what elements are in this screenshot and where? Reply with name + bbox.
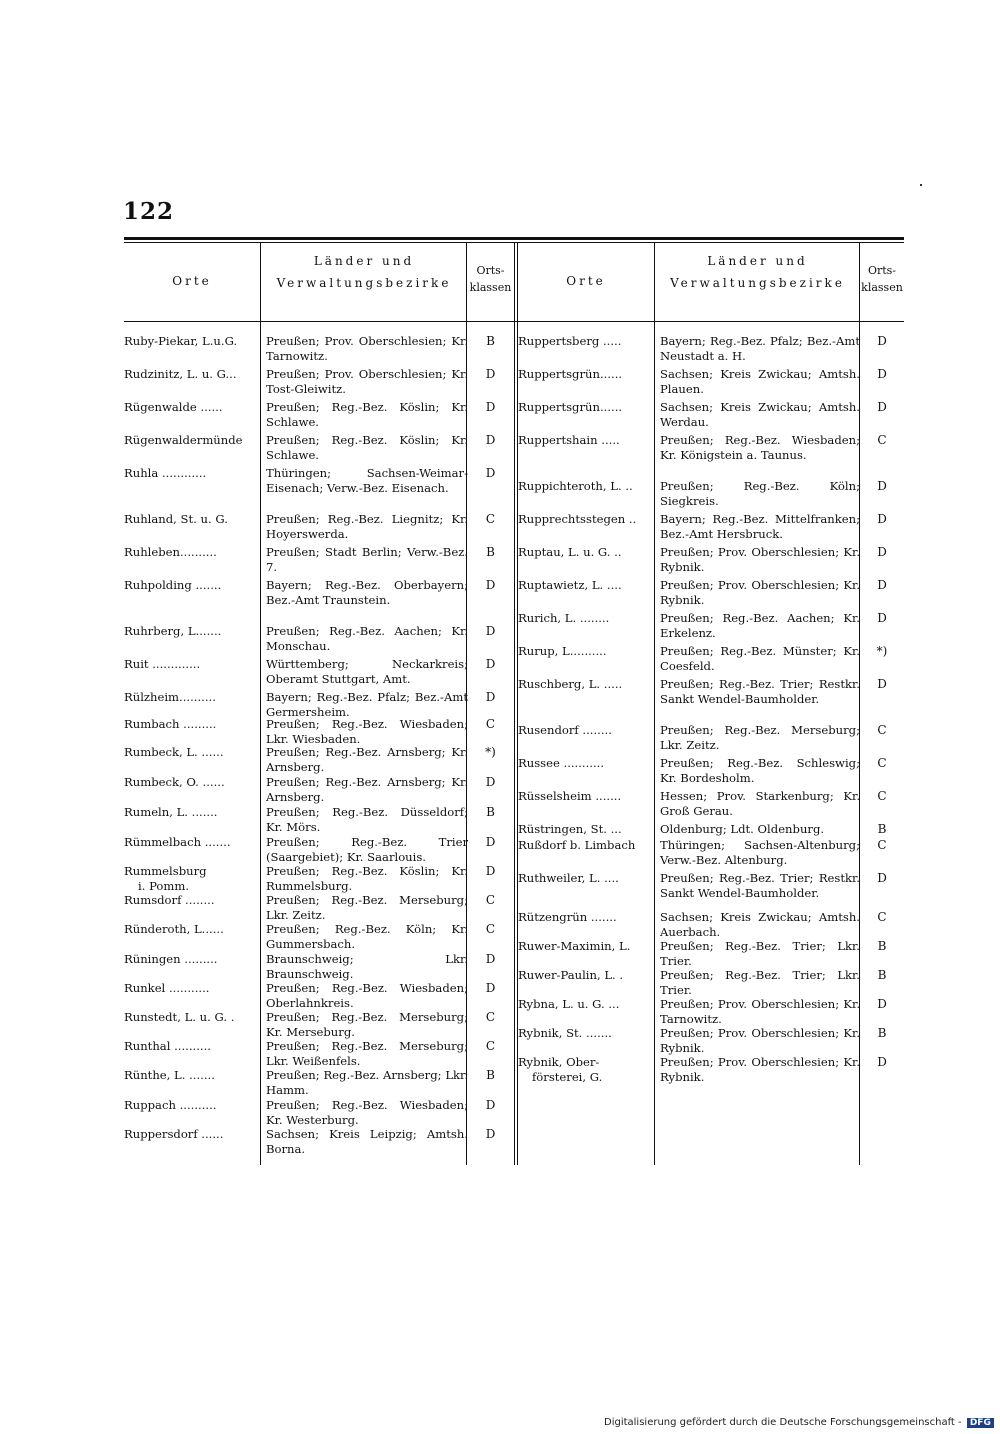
place-name	[518, 822, 654, 837]
header-klassen-line1: Orts-	[867, 264, 897, 277]
place-name-line2: försterei, G.	[532, 1070, 603, 1084]
place-name-line: Rumbeck, O. ......	[124, 775, 225, 789]
local-class: B	[486, 1068, 495, 1082]
place-name-line: Ruwer-Paulin, L. .	[518, 968, 624, 982]
local-class: B	[877, 822, 887, 836]
place-name-line: Rügenwalde ......	[124, 400, 223, 414]
administrative-district: Preußen; Reg.-Bez. Köln; Siegkreis.	[660, 479, 860, 508]
administrative-district: Preußen; Reg.-Bez. Arnsberg; Kr. Arnsberg.	[266, 775, 468, 804]
place-name	[518, 968, 654, 983]
place-name	[124, 952, 260, 967]
local-class: D	[485, 1127, 496, 1141]
place-name-line: Rüsselsheim .......	[518, 789, 622, 803]
place-name	[518, 756, 654, 771]
column-divider	[260, 243, 261, 1165]
place-name-line: Ruhleben..........	[124, 545, 217, 559]
local-class: C	[485, 893, 496, 907]
place-name	[124, 400, 260, 415]
header-klassen-line2: klassen	[861, 281, 903, 294]
scan-mark	[920, 184, 922, 186]
local-class: C	[877, 910, 887, 924]
administrative-district: Preußen; Reg.-Bez. Merseburg; Lkr. Zeitz.	[660, 723, 860, 752]
administrative-district: Preußen; Reg.-Bez. Trier; Lkr. Trier.	[660, 968, 860, 997]
administrative-district: Preußen; Reg.-Bez. Wiesbaden; Kr. Westerburg.	[266, 1098, 468, 1127]
place-name	[124, 805, 260, 820]
place-name-line: Rumbeck, L. ......	[124, 745, 224, 759]
local-class: B	[877, 968, 887, 982]
place-name-line: Rummelsburg	[124, 864, 207, 878]
place-name-line: Rügenwaldermünde	[124, 433, 243, 447]
place-name-line: Ruppach ..........	[124, 1098, 217, 1112]
administrative-district: Preußen; Reg.-Bez. Arnsberg; Lkr. Hamm.	[266, 1068, 468, 1097]
place-name-line: Ruppertsgrün......	[518, 367, 623, 381]
local-class: C	[485, 512, 496, 526]
place-name	[518, 644, 654, 659]
administrative-district: Preußen; Reg.-Bez. Aachen; Kr. Monschau.	[266, 624, 468, 653]
place-name-line: Rybnik, St. .......	[518, 1026, 612, 1040]
administrative-district: Preußen; Reg.-Bez. Merseburg; Lkr. Weißenfels.	[266, 1039, 468, 1068]
place-name-line: Ruby-Piekar, L.u.G.	[124, 334, 238, 348]
administrative-district: Preußen; Reg.-Bez. Münster; Kr. Coesfeld.	[660, 644, 860, 673]
administrative-district: Württemberg; Neckarkreis; Oberamt Stuttgart, Amt.	[266, 657, 468, 686]
header-laender-left	[262, 252, 466, 292]
local-class: D	[485, 1098, 496, 1112]
local-class: C	[485, 717, 496, 731]
local-class: D	[485, 578, 496, 592]
place-name	[124, 545, 260, 560]
place-name-line: Ruppichteroth, L. ..	[518, 479, 633, 493]
local-class: D	[485, 400, 496, 414]
local-class: D	[485, 835, 496, 849]
administrative-district: Preußen; Prov. Oberschlesien; Kr. Tost-Gleiwitz.	[266, 367, 468, 396]
local-class: B	[877, 939, 887, 953]
local-class: B	[486, 805, 495, 819]
place-name	[518, 939, 654, 954]
place-name	[518, 479, 654, 494]
local-class: C	[877, 756, 887, 770]
local-class: C	[485, 922, 496, 936]
header-laender-right	[656, 252, 859, 292]
place-name-line: Rülzheim..........	[124, 690, 216, 704]
local-class: D	[485, 952, 496, 966]
footer-text: Digitalisierung gefördert durch die Deutsche Forschungsgemeinschaft -	[604, 1417, 962, 1428]
local-class: D	[877, 1055, 887, 1069]
place-name-line: Ruhrberg, L.......	[124, 624, 222, 638]
place-name	[124, 775, 260, 790]
local-class: D	[485, 981, 496, 995]
place-name-line: Ruppertshain .....	[518, 433, 620, 447]
administrative-district: Preußen; Reg.-Bez. Trier (Saargebiet); Kr. Saarlouis.	[266, 835, 468, 864]
place-name-line: Rybnik, Ober-	[518, 1055, 600, 1069]
place-name-line: Ründeroth, L......	[124, 922, 224, 936]
local-class: D	[485, 775, 496, 789]
administrative-district: Preußen; Reg.-Bez. Trier; Restkr. Sankt Wendel-Baumholder.	[660, 871, 860, 900]
local-class: D	[485, 690, 496, 704]
place-name-line: Ruptawietz, L. ....	[518, 578, 622, 592]
header-rule	[124, 237, 904, 240]
place-name	[124, 690, 260, 705]
local-class: D	[485, 367, 496, 381]
administrative-district: Hessen; Prov. Starkenburg; Kr. Groß Gerau.	[660, 789, 860, 818]
administrative-district: Sachsen; Kreis Zwickau; Amtsh. Werdau.	[660, 400, 860, 429]
place-name	[518, 1026, 654, 1041]
administrative-district: Preußen; Reg.-Bez. Wiesbaden; Kr. Königstein a. Taunus.	[660, 433, 860, 462]
place-name	[124, 624, 260, 639]
place-name	[518, 512, 654, 527]
administrative-district: Preußen; Reg.-Bez. Aachen; Kr. Erkelenz.	[660, 611, 860, 640]
page-number: 122	[123, 198, 175, 225]
administrative-district: Bayern; Reg.-Bez. Pfalz; Bez.-Amt Germersheim.	[266, 690, 468, 719]
place-name	[124, 1010, 260, 1025]
header-orte-left: Orte	[172, 274, 212, 288]
place-name-line: Runkel ...........	[124, 981, 210, 995]
administrative-district: Thüringen; Sachsen-Altenburg; Verw.-Bez. Altenburg.	[660, 838, 860, 867]
administrative-district: Preußen; Prov. Oberschlesien; Kr. Tarnowitz.	[266, 334, 468, 363]
place-name	[124, 657, 260, 672]
place-name-line: Rudzinitz, L. u. G...	[124, 367, 237, 381]
local-class: C	[877, 723, 887, 737]
place-name	[124, 893, 260, 908]
administrative-district: Thüringen; Sachsen-Weimar-Eisenach; Verw.-Bez. Eisenach.	[266, 466, 468, 495]
place-name-line: Russee ...........	[518, 756, 605, 770]
administrative-district: Preußen; Reg.-Bez. Trier; Lkr. Trier.	[660, 939, 860, 968]
administrative-district: Preußen; Prov. Oberschlesien; Kr. Rybnik.	[660, 578, 860, 607]
place-name	[124, 1068, 260, 1083]
local-class: D	[485, 466, 496, 480]
administrative-district: Preußen; Reg.-Bez. Köslin; Kr. Schlawe.	[266, 433, 468, 462]
header-klassen-right	[860, 262, 904, 296]
place-name	[518, 723, 654, 738]
place-name	[124, 334, 260, 349]
header-laender-line2: Verwaltungsbezirke	[276, 276, 452, 290]
place-name-line: Rüningen .........	[124, 952, 218, 966]
place-name	[124, 1039, 260, 1054]
place-name-line: Ruhpolding .......	[124, 578, 222, 592]
place-name	[518, 400, 654, 415]
administrative-district: Preußen; Reg.-Bez. Köslin; Kr. Schlawe.	[266, 400, 468, 429]
local-class: D	[877, 400, 887, 414]
place-name-line: Rybna, L. u. G. ...	[518, 997, 620, 1011]
column-divider	[654, 243, 655, 1165]
administrative-district: Preußen; Reg.-Bez. Düsseldorf; Kr. Mörs.	[266, 805, 468, 834]
local-class: D	[877, 334, 887, 348]
local-class: D	[877, 871, 887, 885]
place-name-line: Rützengrün .......	[518, 910, 617, 924]
administrative-district: Sachsen; Kreis Zwickau; Amtsh. Plauen.	[660, 367, 860, 396]
place-name-line: Rünthe, L. .......	[124, 1068, 215, 1082]
place-name-line: Rumsdorf ........	[124, 893, 215, 907]
place-name	[518, 545, 654, 560]
place-name	[124, 512, 260, 527]
place-name	[518, 871, 654, 886]
place-name-line: Rurich, L. ........	[518, 611, 610, 625]
administrative-district: Sachsen; Kreis Leipzig; Amtsh. Borna.	[266, 1127, 468, 1156]
place-name-line: Rußdorf b. Limbach	[518, 838, 636, 852]
local-class: B	[486, 334, 495, 348]
place-name	[518, 367, 654, 382]
place-name-line: Ruhla ............	[124, 466, 207, 480]
place-name	[124, 466, 260, 481]
place-name	[124, 922, 260, 937]
place-name	[124, 745, 260, 760]
place-name	[518, 910, 654, 925]
header-klassen-left	[467, 262, 514, 296]
local-class: B	[486, 545, 495, 559]
place-name-line2: i. Pomm.	[138, 879, 190, 893]
place-name-line: Ruptau, L. u. G. ..	[518, 545, 622, 559]
local-class: D	[485, 657, 496, 671]
administrative-district: Preußen; Reg.-Bez. Trier; Restkr. Sankt Wendel-Baumholder.	[660, 677, 860, 706]
place-name	[124, 1127, 260, 1142]
administrative-district: Preußen; Reg.-Bez. Köslin; Kr. Rummelsburg.	[266, 864, 468, 893]
place-name	[124, 433, 260, 448]
administrative-district: Preußen; Reg.-Bez. Wiesbaden; Lkr. Wiesbaden.	[266, 717, 468, 746]
local-class: D	[877, 578, 887, 592]
local-class: *)	[485, 745, 496, 759]
place-name-line: Ruit .............	[124, 657, 201, 671]
place-name	[124, 1098, 260, 1113]
place-name-line: Rümmelbach .......	[124, 835, 231, 849]
local-class: C	[877, 838, 887, 852]
place-name	[518, 611, 654, 626]
header-laender-line1: Länder und	[707, 254, 808, 268]
local-class: D	[877, 367, 887, 381]
administrative-district: Bayern; Reg.-Bez. Oberbayern; Bez.-Amt Traunstein.	[266, 578, 468, 607]
administrative-district: Preußen; Reg.-Bez. Schleswig; Kr. Bordesholm.	[660, 756, 860, 785]
local-class: D	[877, 512, 887, 526]
administrative-district: Preußen; Reg.-Bez. Merseburg; Lkr. Zeitz.	[266, 893, 468, 922]
place-name-line: Rupprechtsstegen ..	[518, 512, 637, 526]
administrative-district: Preußen; Reg.-Bez. Liegnitz; Kr. Hoyerswerda.	[266, 512, 468, 541]
administrative-district: Oldenburg; Ldt. Oldenburg.	[660, 822, 825, 836]
local-class: D	[485, 433, 496, 447]
place-name-line: Rurup, L..........	[518, 644, 607, 658]
place-name	[518, 838, 654, 853]
place-name-line: Rüstringen, St. ...	[518, 822, 622, 836]
place-name-line: Rusendorf ........	[518, 723, 612, 737]
place-name	[518, 789, 654, 804]
administrative-district: Preußen; Prov. Oberschlesien; Kr. Rybnik.	[660, 545, 860, 574]
place-name	[518, 1055, 654, 1085]
local-class: D	[877, 611, 887, 625]
local-class: *)	[876, 644, 888, 658]
place-name-line: Ruschberg, L. .....	[518, 677, 623, 691]
administrative-district: Braunschweig; Lkr. Braunschweig.	[266, 952, 468, 981]
place-name	[518, 997, 654, 1012]
place-name	[124, 981, 260, 996]
place-name	[124, 864, 260, 894]
place-name-line: Ruppersdorf ......	[124, 1127, 224, 1141]
header-klassen-line2: klassen	[469, 281, 512, 294]
local-class: D	[877, 545, 887, 559]
footer-credit	[604, 1417, 994, 1428]
place-name	[518, 578, 654, 593]
place-name-line: Runstedt, L. u. G. .	[124, 1010, 235, 1024]
place-name	[518, 677, 654, 692]
local-class: C	[877, 789, 887, 803]
local-class: D	[877, 997, 887, 1011]
place-name	[124, 578, 260, 593]
place-name-line: Ruwer-Maximin, L.	[518, 939, 631, 953]
administrative-district: Preußen; Reg.-Bez. Merseburg; Kr. Merseburg.	[266, 1010, 468, 1039]
place-name	[124, 717, 260, 732]
administrative-district: Preußen; Reg.-Bez. Wiesbaden; Oberlahnkreis.	[266, 981, 468, 1010]
place-name-line: Rumbach .........	[124, 717, 217, 731]
local-class: C	[485, 1039, 496, 1053]
place-name-line: Ruhland, St. u. G.	[124, 512, 228, 526]
place-name	[124, 367, 260, 382]
place-name-line: Rumeln, L. .......	[124, 805, 218, 819]
administrative-district: Preußen; Stadt Berlin; Verw.-Bez. 7.	[266, 545, 468, 574]
administrative-district: Preußen; Prov. Oberschlesien; Kr. Rybnik.	[660, 1026, 860, 1055]
administrative-district: Sachsen; Kreis Zwickau; Amtsh. Auerbach.	[660, 910, 860, 939]
place-name-line: Ruppertsgrün......	[518, 400, 623, 414]
local-class: D	[485, 624, 496, 638]
header-laender-line2: Verwaltungsbezirke	[670, 276, 845, 290]
center-divider	[514, 243, 515, 1165]
dfg-logo: DFG	[967, 1418, 994, 1428]
local-class: D	[877, 677, 887, 691]
administrative-district: Preußen; Prov. Oberschlesien; Kr. Rybnik.	[660, 1055, 860, 1084]
local-class: D	[877, 479, 887, 493]
administrative-district: Preußen; Prov. Oberschlesien; Kr. Tarnowitz.	[660, 997, 860, 1026]
place-name	[124, 835, 260, 850]
administrative-district: Preußen; Reg.-Bez. Arnsberg; Kr. Arnsberg.	[266, 745, 468, 774]
place-name-line: Ruppertsberg .....	[518, 334, 622, 348]
local-class: B	[877, 1026, 887, 1040]
local-class: D	[485, 864, 496, 878]
place-name	[518, 334, 654, 349]
local-class: C	[485, 1010, 496, 1024]
place-name-line: Ruthweiler, L. ....	[518, 871, 619, 885]
place-name	[518, 433, 654, 448]
local-class: C	[877, 433, 887, 447]
administrative-district: Preußen; Reg.-Bez. Köln; Kr. Gummersbach.	[266, 922, 468, 951]
header-klassen-line1: Orts-	[476, 264, 505, 277]
administrative-district: Bayern; Reg.-Bez. Pfalz; Bez.-Amt Neustadt a. H.	[660, 334, 860, 363]
administrative-district: Bayern; Reg.-Bez. Mittelfranken; Bez.-Amt Hersbruck.	[660, 512, 860, 541]
place-name-line: Runthal ..........	[124, 1039, 211, 1053]
header-orte-right: Orte	[566, 274, 606, 288]
header-laender-line1: Länder und	[313, 254, 415, 268]
